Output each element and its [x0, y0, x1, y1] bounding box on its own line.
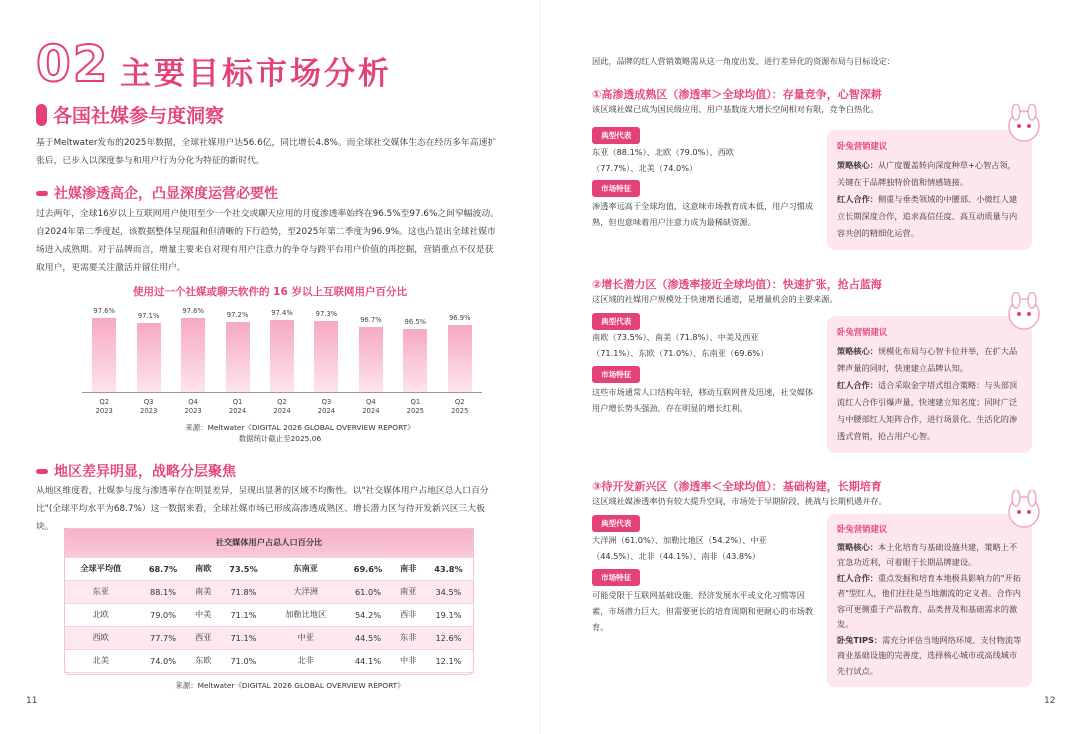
chart-source: 来源：Meltwater《DIGITAL 2026 GLOBAL OVERVIEW REPORT》 [185, 423, 415, 432]
right-intro: 因此，品牌的红人营销策略需从这一角度出发，进行差异化的资源布局与目标设定： [592, 56, 895, 66]
table-row [64, 580, 474, 603]
chart-value-label: 96.9% [448, 313, 471, 322]
table-region-cell: 西非 [393, 603, 422, 626]
table-value-cell: 77.7% [138, 626, 189, 649]
block3-regions: 大洋洲（61.0%）、加勒比地区（54.2%）、中亚（44.5%）、北非（44.1%）、南非（43.8%） [592, 535, 767, 561]
tick-year: 2023 [140, 407, 158, 415]
table-region-cell: 西亚 [189, 626, 218, 649]
tick-year: 2024 [362, 407, 380, 415]
table-value-cell: 12.6% [423, 626, 474, 649]
tick-year: 2023 [95, 407, 113, 415]
advice-line: 策略核心：本土化培育与基础设施共建，策略上不宜急功近利，可着眼于长期品牌建设。 [837, 541, 1018, 567]
subheading-text: 社媒渗透高企，凸显深度运营必要性 [54, 186, 278, 202]
advice-title: 卧兔营销建议 [837, 327, 888, 337]
table-region-cell: 中亚 [269, 626, 343, 649]
penetration-paragraph: 过去两年，全球16岁以上互联网用户使用至少一个社交或聊天应用的月度渗透率始终在96.5%至97.6%之间窄幅波动。自2024年第二季度起，该数据整体呈现温和但清晰的下行趋势，至2025年第二季度为96.9%。这也凸显出全球社媒市场进入成熟期。对于品牌而言，增量主要来自对现有用户注意力的争夺与跨平台用户价值的再挖掘，营销重点不仅是获取用户，更需要关注激活并留住用户。 [36, 209, 499, 273]
table-value-cell: 71.0% [218, 649, 269, 672]
tick-year: 2024 [273, 407, 291, 415]
table-value-cell: 71.8% [218, 580, 269, 603]
table-region-cell: 西欧 [64, 626, 138, 649]
chart-value-label: 96.7% [360, 315, 382, 324]
table-row [64, 649, 474, 672]
block1-title: ①高渗透成熟区（渗透率＞全球均值）：存量竞争，心智深耕 [592, 88, 882, 101]
block2-desc: 这区域的社媒用户规模处于快速增长通道，是增量机会的主要来源。 [592, 294, 838, 304]
chart-value-label: 97.3% [315, 309, 338, 318]
table-region-cell: 中美 [189, 603, 218, 626]
chart-tick-label [351, 398, 391, 416]
table-row [64, 626, 474, 649]
bunny-mascot-icon [1002, 490, 1046, 528]
chart-bar [403, 329, 427, 392]
chart-tick-label [440, 398, 480, 416]
table-region-cell: 北非 [269, 649, 343, 672]
x-axis-line [82, 392, 482, 393]
block1-features-tag: 市场特征 [592, 180, 640, 197]
heading-marker [36, 104, 47, 126]
table-region-cell: 东欧 [189, 649, 218, 672]
intro-paragraph: 基于Meltwater发布的2025年数据，全球社媒用户达56.6亿，同比增长4.8%。而全球社交媒体生态在经历多年高速扩张后，已步入以深度参与和用户行为分化为特征的新时代。 [36, 138, 497, 166]
block2-regions: 南欧（73.5%）、南美（71.8%）、中美及西亚（71.1%）、东欧（71.0%）、东南亚（69.6%） [592, 332, 769, 358]
table-row [64, 603, 474, 626]
subheading-penetration [36, 183, 278, 203]
block1-regions: 东亚（88.1%）、北欧（79.0%）、西欧（77.7%）、北美（74.0%） [592, 147, 735, 173]
chart-value-label: 97.1% [137, 311, 160, 320]
tick-year: 2025 [406, 407, 424, 415]
table-region-cell: 北美 [64, 649, 138, 672]
chart-tick-label [129, 398, 169, 416]
table-title: 社交媒体用户占总人口百分比 [64, 528, 474, 557]
chart-value-label: 97.6% [182, 306, 204, 315]
block1-desc: 该区域社媒已成为国民级应用，用户基数庞大增长空间相对有限，竞争白热化。 [592, 104, 879, 114]
table-value-cell: 44.1% [342, 649, 393, 672]
chart-date-note: 数据统计截止至2025.06 [238, 434, 322, 443]
chart-value-label: 97.6% [93, 306, 116, 315]
block2-features-tag: 市场特征 [592, 366, 640, 383]
table-value-cell: 54.2% [342, 603, 393, 626]
advice-title: 卧兔营销建议 [837, 141, 888, 151]
chart-tick-label [395, 398, 435, 416]
advice-line: 红人合作：适合采取金字塔式组合策略：与头部顶流红人合作引爆声量，快速建立知名度；同时广泛与中腰部红人矩阵合作，进行场景化、生活化的渗透式营销，抢占用户心智。 [837, 380, 1018, 441]
block1-features: 渗透率远高于全球均值，这意味市场教育成本低，用户习惯成熟，但也意味着用户注意力成为最稀缺资源。 [592, 201, 814, 227]
penetration-table [64, 528, 474, 673]
tick-quarter: Q1 [410, 398, 421, 406]
table-value-cell: 69.6% [342, 557, 393, 580]
table-value-cell: 44.5% [342, 626, 393, 649]
table-value-cell: 74.0% [138, 649, 189, 672]
subheading-regional [36, 461, 236, 481]
advice-title: 卧兔营销建议 [837, 524, 888, 534]
table-value-cell: 34.5% [423, 580, 474, 603]
bunny-mascot-icon [1002, 292, 1046, 330]
advice-line: 红人合作：重点发掘和培育本地极具影响力的"开拓者"型红人，他们往往是当地潮流的定义者。合作内容可更侧重于产品教育、品类普及和基础需求的激发。 [837, 572, 1021, 629]
chart-value-label: 97.2% [226, 310, 249, 319]
chart-bar [92, 318, 116, 392]
table-value-cell: 61.0% [342, 580, 393, 603]
block2-advice [827, 316, 1032, 453]
block3-features: 可能受限于互联网基础设施、经济发展水平或文化习惯等因素，市场潜力巨大，但需要更长的培育周期和更耐心的市场教育。 [592, 590, 814, 632]
bunny-mascot-icon [1002, 104, 1046, 142]
chart-tick-label [262, 398, 302, 416]
block3-title: ③待开发新兴区（渗透率＜全球均值）：基础构建，长期培育 [592, 480, 882, 493]
chart-bar [181, 318, 205, 392]
tick-quarter: Q3 [321, 398, 332, 406]
table-region-cell: 中非 [393, 649, 422, 672]
chart-value-label: 96.5% [404, 317, 427, 326]
table-value-cell: 88.1% [138, 580, 189, 603]
table-value-cell: 73.5% [218, 557, 269, 580]
heading-social-engagement [36, 101, 224, 128]
table-region-cell: 南亚 [393, 580, 422, 603]
chart-tick-label [173, 398, 213, 416]
bar-chart [60, 300, 490, 420]
section-number: 02 [36, 35, 110, 93]
chart-bar [270, 320, 294, 392]
tick-year: 2023 [184, 407, 202, 415]
chart-title: 使用过一个社媒或聊天软件的 16 岁以上互联网用户百分比 [133, 286, 407, 298]
table-region-cell: 大洋洲 [269, 580, 343, 603]
heading-text: 各国社媒参与度洞察 [53, 105, 225, 127]
tick-year: 2024 [317, 407, 336, 415]
chart-bar [314, 321, 338, 392]
tick-quarter: Q2 [454, 398, 465, 406]
right-page [540, 0, 1080, 734]
table-region-cell: 南欧 [189, 557, 218, 580]
advice-line: 策略核心：从广度覆盖转向深度种草+心智占领，关键在于品牌独特价值和情感链接。 [837, 160, 1016, 187]
subheading-marker [36, 469, 48, 474]
table-region-cell: 全球平均值 [64, 557, 138, 580]
table-value-cell: 68.7% [138, 557, 189, 580]
page-number-right: 12 [1044, 696, 1056, 706]
chart-bar [448, 325, 472, 392]
advice-line: 策略核心：规模化布局与心智卡位并举，在扩大品牌声量的同时，快速建立品牌认知。 [837, 346, 1018, 373]
table-value-cell: 71.1% [218, 603, 269, 626]
tick-year: 2025 [451, 407, 469, 415]
subheading-text: 地区差异明显，战略分层聚焦 [54, 464, 236, 480]
table-region-cell: 南非 [393, 557, 422, 580]
block2-features: 这些市场通常人口结构年轻，移动互联网普及迅速，社交媒体用户增长势头强劲，存在明显的增长红利。 [592, 387, 814, 413]
table-region-cell: 南美 [189, 580, 218, 603]
block2-title: ②增长潜力区（渗透率接近全球均值）：快速扩张，抢占蓝海 [592, 278, 882, 291]
section-title: 主要目标市场分析 [120, 56, 392, 92]
table-region-cell: 加勒比地区 [269, 603, 343, 626]
tick-quarter: Q3 [143, 398, 154, 406]
tick-quarter: Q2 [277, 398, 287, 406]
table-region-cell: 东南亚 [269, 557, 343, 580]
advice-line: 红人合作：侧重与垂类领域的中腰部、小微红人建立长期深度合作，追求高信任度、高互动质量与内容共创的精细化运营。 [837, 194, 1018, 238]
block2-regions-tag: 典型代表 [592, 313, 640, 330]
table-region-cell: 北欧 [64, 603, 138, 626]
table-value-cell: 19.1% [423, 603, 474, 626]
chart-bar [359, 327, 383, 392]
table-source: 来源：Meltwater《DIGITAL 2026 GLOBAL OVERVIEW REPORT》 [175, 681, 405, 690]
table-region-cell: 东非 [393, 626, 422, 649]
block3-advice [827, 514, 1032, 687]
subheading-marker [36, 191, 48, 196]
chart-tick-label [306, 398, 346, 416]
tick-quarter: Q2 [99, 398, 110, 406]
tick-quarter: Q4 [366, 398, 376, 406]
table-value-cell: 71.1% [218, 626, 269, 649]
chart-tick-label [218, 398, 258, 416]
tick-year: 2024 [228, 407, 247, 415]
block3-features-tag: 市场特征 [592, 569, 640, 586]
block3-regions-tag: 典型代表 [592, 515, 640, 532]
chart-tick-label [84, 398, 124, 416]
page-number-left: 11 [26, 696, 38, 706]
tick-quarter: Q4 [188, 398, 198, 406]
block1-advice [827, 130, 1032, 250]
block3-desc: 这区域社媒渗透率仍有较大提升空间，市场处于早期阶段，挑战与长期机遇并存。 [592, 496, 887, 506]
block1-regions-tag: 典型代表 [592, 127, 640, 144]
tick-quarter: Q1 [232, 398, 243, 406]
table-row [64, 557, 474, 580]
table-value-cell: 79.0% [138, 603, 189, 626]
regional-paragraph: 从地区维度看，社媒参与度与渗透率存在明显差异，呈现出显著的区域不均衡性。以"社交媒体用户占地区总人口百分比"(全球平均水平为68.7%）这一数据来看，全球社媒市场已形成高渗透成熟区、增长潜力区与待开发新兴区三大板块。 [36, 486, 489, 532]
chart-value-label: 97.4% [271, 308, 293, 317]
chart-bar [226, 322, 250, 392]
table-value-cell: 12.1% [423, 649, 474, 672]
table-region-cell: 东亚 [64, 580, 138, 603]
table-value-cell: 43.8% [423, 557, 474, 580]
chart-bar [137, 323, 161, 392]
advice-line: 卧兔TIPS：需充分评估当地网络环境、支付物流等商业基础设施的完善度，选择核心城市或高线城市先行试点。 [837, 634, 1022, 676]
